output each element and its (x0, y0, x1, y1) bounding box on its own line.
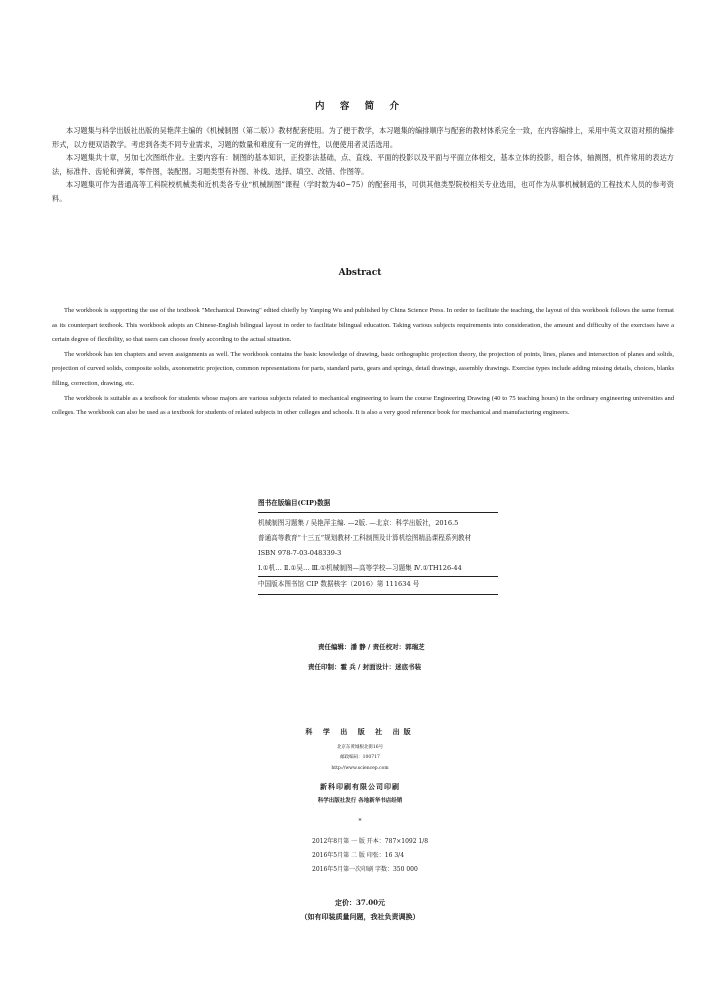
distributor-line: 科学出版社发行 各地新华书店经销 (317, 798, 403, 804)
chinese-summary-paragraph: 本习题集可作为普通高等工科院校机械类和近机类各专业“机械制图”课程（学时数为40~75）的配套用书，可供其他类型院校相关专业选用，也可作为从事机械制造的工程技术人员的参考资料。 (52, 180, 674, 203)
quality-note: （如有印装质量问题，我社负责调换） (300, 912, 420, 921)
english-abstract-body (52, 304, 674, 421)
editor-credits: 责任编辑：潘 静 / 责任校对：郭瑞芝 (318, 643, 425, 651)
chinese-summary-heading: 内 容 简 介 (315, 101, 405, 112)
cip-record-number: 中国版本图书馆 CIP 数据核字（2016）第 111634 号 (258, 576, 498, 592)
chinese-summary-body (52, 124, 674, 205)
english-abstract-paragraph: The workbook is supporting the use of the textbook "Mechanical Drawing" edited chiefly by Yanping Wu and published by China Science Press. In order to facilitate the teaching, the layout of this workbook follows the same format as its counterpart textbook. This workbook adopts an Chinese-English bilingual layout in order to facilitate bilingual education. Taking various subjects requirements into consideration, the amount and difficulty of the exercises have a certain degree of flexibility, so that users can choose freely according to the actual situation. (52, 307, 674, 344)
edition-line: 2016年5月第一次印刷 字数：350 000 (312, 866, 418, 873)
english-abstract-heading: Abstract (338, 268, 382, 278)
cip-data-block (258, 495, 498, 595)
chinese-summary-paragraph: 本习题集与科学出版社出版的吴艳萍主编的《机械制图（第二版）》教材配套使用。为了便于教学，本习题集的编排顺序与配套的教材体系完全一致，在内容编排上，采用中英文双语对照的编排形式，以方便双语教学。考虑到各类不同专业需求，习题的数量和难度有一定的弹性，以便使用者灵活选用。 (52, 126, 674, 149)
price-label: 定价：37.00元 (335, 898, 385, 907)
cip-line: 普通高等教育“十三五”规划教材·工科制图及计算机绘图精品课程系列教材 (258, 534, 472, 542)
english-abstract-paragraph: The workbook is suitable as a textbook for students whose majors are various subjects related to mechanical engineering to learn the course Engineering Drawing (40 to 75 teaching hours) in the ordinary engineering universities and colleges. The workbook can also be used as a textbook for students of related subjects in other colleges and schools. It is also a very good reference book for mechanical and manufacturing engineers. (52, 394, 674, 417)
publisher-address: 北京东黄城根北街16号 (336, 745, 384, 750)
cip-title: 图书在版编目(CIP)数据 (258, 499, 331, 507)
chinese-summary-paragraph: 本习题集共十章，另加七次图纸作业。主要内容有：制图的基本知识，正投影法基础，点、直线、平面的投影以及平面与平面立体相交，基本立体的投影，组合体，轴测图，机件常用的表达方法，标准件、齿轮和弹簧，零件图，装配图。习题类型有补图、补线、选择、填空、改错、作图等。 (52, 153, 674, 176)
edition-line: 2016年5月第 二 版 印张：16 3/4 (312, 852, 405, 859)
cip-entries (258, 512, 498, 595)
cip-line: Ⅰ.①机… Ⅱ.①吴… Ⅲ.①机械制图—高等学校—习题集 Ⅳ.①TH126-44 (258, 564, 462, 572)
edition-line: 2012年8月第 一 版 开本：787×1092 1/8 (312, 838, 429, 845)
production-credits: 责任印制：霍 兵 / 封面设计：迷底书装 (308, 663, 422, 671)
printer-name: 新科印刷有限公司印刷 (320, 782, 400, 791)
publisher-name: 科 学 出 版 社 出版 (305, 727, 415, 736)
cip-line: ISBN 978-7-03-048339-3 (258, 549, 342, 557)
english-abstract-paragraph: The workbook has ten chapters and seven assignments as well. The workbook contains the basic knowledge of drawing, basic orthographic projection theory, the projection of points, lines, planes and intersection of planes and solids, projection of curved solids, composite solids, axonometric projection, common representations for parts, standard parts, gears and springs, detail drawings, assembly drawings. Exercise types include adding missing details, choices, blanks filling, correction, drawing, etc. (52, 350, 674, 387)
publisher-postcode: 邮政编码：100717 (340, 755, 380, 760)
cip-line: 机械制图习题集 / 吴艳萍主编. —2版. —北京：科学出版社，2016.5 (258, 519, 459, 527)
publisher-website: http://www.sciencep.com (331, 766, 389, 771)
separator-star: * (358, 818, 362, 825)
